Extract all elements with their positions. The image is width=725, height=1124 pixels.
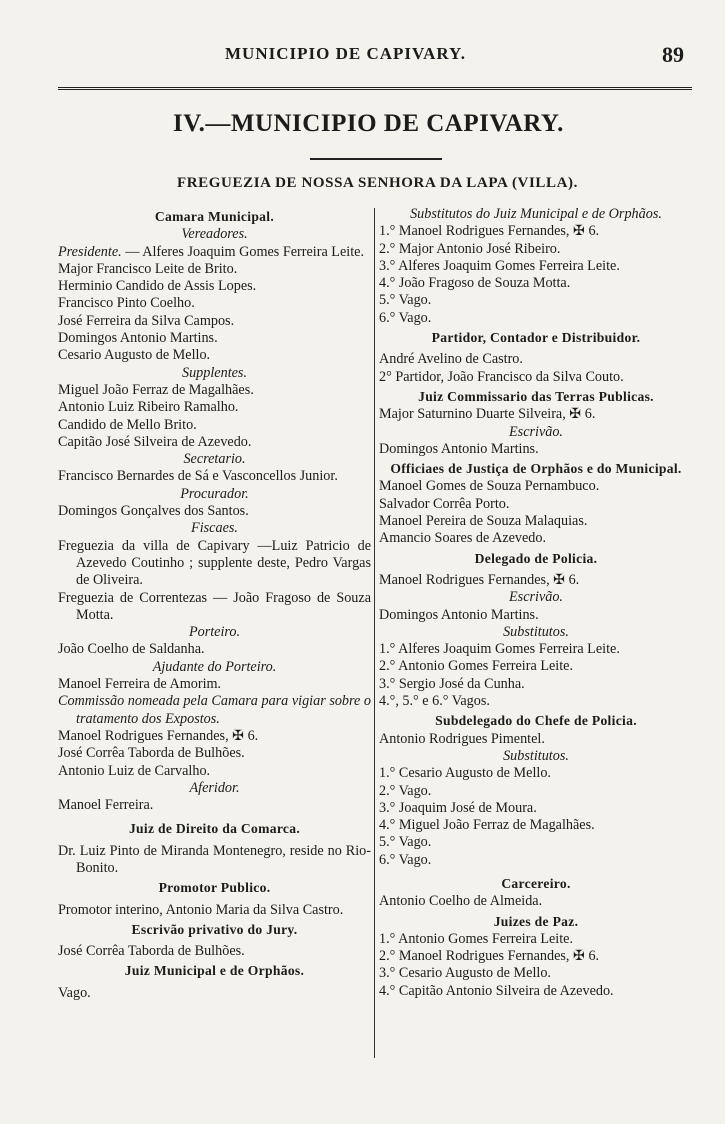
section-heading: Juizes de Paz. bbox=[493, 913, 579, 929]
entry: Candido de Mello Brito. bbox=[58, 416, 197, 433]
entry: Dr. Luiz Pinto de Miranda Montenegro, reside no Rio-Bonito. bbox=[58, 842, 371, 876]
section-heading: Juiz de Direito da Comarca. bbox=[128, 821, 301, 837]
title-rule bbox=[310, 158, 442, 160]
entry: 1.° Manoel Rodrigues Fernandes, ✠ 6. bbox=[379, 223, 600, 240]
entry: Francisco Bernardes de Sá e Vasconcellos Junior. bbox=[58, 468, 338, 485]
entry: Manoel Rodrigues Fernandes, ✠ 6. bbox=[58, 727, 259, 744]
entry: Vago. bbox=[58, 984, 91, 1001]
section-heading: Subdelegado do Chefe de Policia. bbox=[435, 713, 637, 729]
entry: Major Saturnino Duarte Silveira, ✠ 6. bbox=[379, 406, 596, 423]
entry: 4.°, 5.° e 6.° Vagos. bbox=[379, 693, 490, 710]
entry: 1.° Cesario Augusto de Mello. bbox=[379, 765, 551, 782]
entry: Manoel Ferreira. bbox=[58, 797, 154, 814]
entry: Francisco Pinto Coelho. bbox=[58, 295, 195, 312]
running-header bbox=[0, 44, 725, 74]
subheading: Procurador. bbox=[180, 485, 249, 502]
subheading: Supplentes. bbox=[181, 364, 247, 381]
entry: 2.° Antonio Gomes Ferreira Leite. bbox=[379, 658, 574, 675]
entry: Domingos Antonio Martins. bbox=[379, 606, 539, 623]
entry: Antonio Rodrigues Pimentel. bbox=[379, 730, 545, 747]
entry: 4.° João Fragoso de Souza Motta. bbox=[379, 275, 571, 292]
entry: André Avelino de Castro. bbox=[379, 351, 523, 368]
section-heading: Juiz Municipal e de Orphãos. bbox=[124, 963, 305, 979]
subheading: Vereadores. bbox=[181, 226, 248, 243]
entry: 4.° Miguel João Ferraz de Magalhães. bbox=[379, 817, 595, 834]
entry: Manoel Ferreira de Amorim. bbox=[58, 676, 222, 693]
section-heading: Delegado de Policia. bbox=[474, 550, 598, 566]
page-number: 89 bbox=[662, 42, 684, 67]
entry: 3.° Sergio José da Cunha. bbox=[379, 675, 525, 692]
entry: 2.° Vago. bbox=[379, 782, 432, 799]
entry: Manoel Gomes de Souza Pernambuco. bbox=[379, 478, 600, 495]
subheading: Substitutos do Juiz Municipal e de Orphãos. bbox=[410, 206, 662, 222]
entry: Domingos Gonçalves dos Santos. bbox=[58, 503, 249, 520]
entry: 2.° Manoel Rodrigues Fernandes, ✠ 6. bbox=[379, 948, 600, 965]
entry: Amancio Soares de Azevedo. bbox=[379, 530, 547, 547]
commission-note: Commissão nomeada pela Camara para vigiar sobre o tratamento dos Expostos. bbox=[58, 693, 371, 727]
entry: 2.° Major Antonio José Ribeiro. bbox=[379, 240, 561, 257]
entry: Freguezia de Correntezas — João Fragoso de Souza Motta. bbox=[58, 589, 371, 623]
entry: Manoel Rodrigues Fernandes, ✠ 6. bbox=[379, 571, 580, 588]
section-heading: Partidor, Contador e Distribuidor. bbox=[431, 330, 641, 346]
header-rule bbox=[58, 87, 692, 92]
entry: 5.° Vago. bbox=[379, 292, 432, 309]
running-title: MUNICIPIO DE CAPIVARY. bbox=[225, 44, 467, 63]
subheading: Porteiro. bbox=[188, 624, 241, 641]
entry: Domingos Antonio Martins. bbox=[379, 440, 539, 457]
chapter-title: IV.—MUNICIPIO DE CAPIVARY. bbox=[173, 110, 564, 137]
entry: Herminio Candido de Assis Lopes. bbox=[58, 278, 257, 295]
subheading: Fiscaes. bbox=[191, 520, 238, 537]
entry: 6.° Vago. bbox=[379, 309, 432, 326]
section-heading: Escrivão privativo do Jury. bbox=[131, 921, 298, 937]
entry: 2° Partidor, João Francisco da Silva Couto. bbox=[379, 368, 624, 385]
section-heading: Carcereiro. bbox=[501, 875, 571, 891]
entry: 1.° Antonio Gomes Ferreira Leite. bbox=[379, 930, 574, 947]
subheading: Ajudante do Porteiro. bbox=[152, 658, 277, 675]
entry: 3.° Alferes Joaquim Gomes Ferreira Leite. bbox=[379, 257, 620, 274]
entry: Capitão José Silveira de Azevedo. bbox=[58, 433, 252, 450]
entry: Presidente. — Alferes Joaquim Gomes Ferreira Leite. bbox=[58, 243, 364, 260]
section-heading: Camara Municipal. bbox=[154, 209, 275, 224]
entry: 4.° Capitão Antonio Silveira de Azevedo. bbox=[379, 982, 614, 999]
entry: Antonio Coelho de Almeida. bbox=[379, 893, 543, 910]
entry: Freguezia da villa de Capivary —Luiz Patricio de Azevedo Coutinho ; supplente deste, Pedro Vargas de Oliveira. bbox=[58, 537, 371, 589]
entry: José Corrêa Taborda de Bulhões. bbox=[58, 943, 245, 960]
entry: 3.° Cesario Augusto de Mello. bbox=[379, 965, 551, 982]
subheading: Substitutos. bbox=[503, 747, 569, 764]
entry: 5.° Vago. bbox=[379, 834, 432, 851]
entry: 1.° Alferes Joaquim Gomes Ferreira Leite. bbox=[379, 641, 620, 658]
entry: Promotor interino, Antonio Maria da Silva Castro. bbox=[58, 901, 344, 918]
entry: Antonio Luiz Ribeiro Ramalho. bbox=[58, 399, 239, 416]
parish-title: FREGUEZIA DE NOSSA SENHORA DA LAPA (VILLA). bbox=[176, 175, 578, 191]
section-heading: Promotor Publico. bbox=[158, 880, 271, 896]
entry: Miguel João Ferraz de Magalhães. bbox=[58, 381, 254, 398]
section-heading: Juiz Commissario das Terras Publicas. bbox=[418, 388, 654, 404]
entry: José Ferreira da Silva Campos. bbox=[58, 312, 235, 329]
subheading: Escrivão. bbox=[509, 589, 563, 606]
entry: João Coelho de Saldanha. bbox=[58, 641, 205, 658]
column-divider bbox=[374, 208, 375, 1058]
subheading: Escrivão. bbox=[509, 423, 563, 440]
section-heading: Officiaes de Justiça de Orphãos e do Municipal. bbox=[390, 461, 682, 477]
entry: Manoel Pereira de Souza Malaquias. bbox=[379, 513, 588, 530]
subheading: Substitutos. bbox=[503, 623, 569, 640]
subheading: Aferidor. bbox=[189, 779, 240, 796]
entry: José Corrêa Taborda de Bulhões. bbox=[58, 745, 245, 762]
entry: Salvador Corrêa Porto. bbox=[379, 495, 510, 512]
entry: Antonio Luiz de Carvalho. bbox=[58, 762, 211, 779]
subheading: Secretario. bbox=[183, 451, 246, 468]
entry: Major Francisco Leite de Brito. bbox=[58, 260, 238, 277]
right-column bbox=[379, 206, 693, 1000]
entry: 3.° Joaquim José de Moura. bbox=[379, 799, 537, 816]
entry: Cesario Augusto de Mello. bbox=[58, 347, 211, 364]
left-column bbox=[58, 206, 371, 1002]
entry: Domingos Antonio Martins. bbox=[58, 330, 218, 347]
entry: 6.° Vago. bbox=[379, 851, 432, 868]
